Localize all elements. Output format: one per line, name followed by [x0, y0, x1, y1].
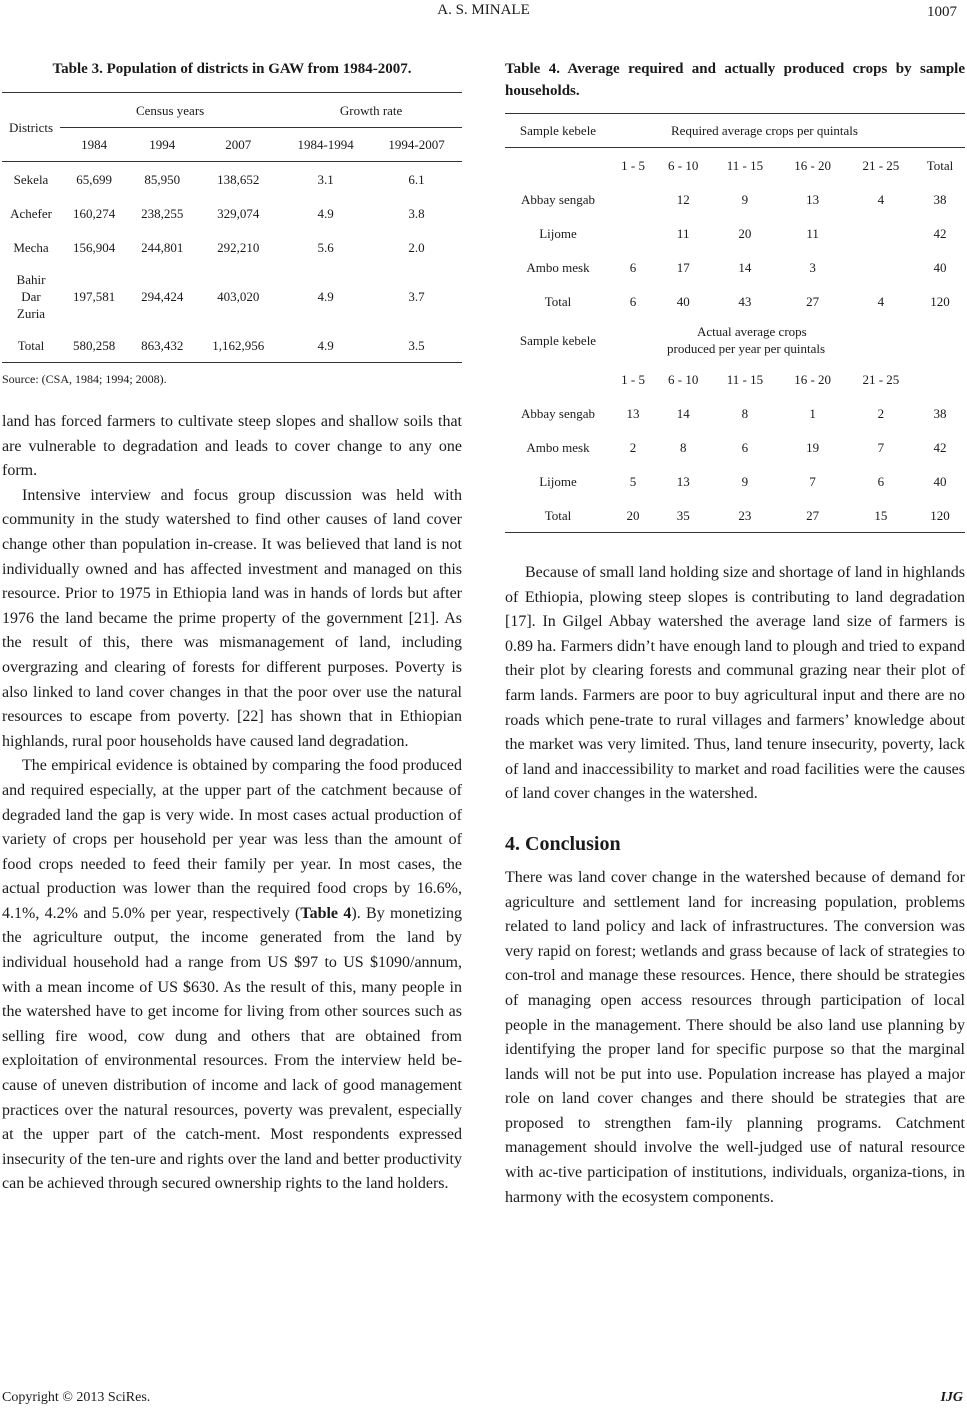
table3-cell: 156,904 [72, 239, 116, 255]
table4-caption: Table 4. Average required and actually produced crops by sample households. [505, 61, 965, 99]
paragraph: Because of small land holding size and shortage of land in highlands of Ethiopia, plowing steep slopes is contributing to land degradation [17]. In Gilgel Abbay watershed the average land size of farmers is 0.89 ha. Farmers didn’t have enough land to plough and tried to expand their plot by clearing forests and communal grazing near their plot of farm lands. Farmers are poor to buy agricultural input and there are no roads which pene-trate to rural villages and farmers’ knowledge about the market was very limited. Thus, land tenure insecurity, poverty, lack of land and inaccessibility to market and road facilities were the causes of land cover changes in the watershed. [505, 564, 965, 803]
table3-cell: Total [17, 337, 45, 353]
table3-districts-header: Districts [2, 93, 60, 162]
table-row [505, 464, 965, 498]
table3-cell: 329,074 [217, 205, 260, 221]
table-row [505, 498, 965, 533]
table3-year-header: 1984 [60, 128, 128, 162]
table4-cell [611, 182, 655, 216]
table4-cell: Total [544, 293, 572, 309]
table4-cell: 35 [676, 507, 690, 523]
table4-total-header: Total [926, 157, 954, 173]
table4-reference-link[interactable]: Table 4 [300, 904, 352, 922]
table4-cell: 5 [629, 473, 637, 489]
paragraph-text: ). By monetizing the agriculture output, the income generated from the land by individual household had a range from US $97 to US $1090/annum, with a mean income of US $630. As the result of this, many people in the watershed have to get income for living from other sources such as selling fire wood, cow dung and others that are obtained from exploitation of environmental resources. From the interview held be-cause of uneven distribution of income and lack of good management practices over the natural resources, poverty was prevalent, especially at the upper part of the catch-ment. Most respondents expressed insecurity of the ten-ure and rights over the land and better productivity can be achieved through secured ownership rights to the land holders. [2, 904, 463, 1193]
table4-cell: 13 [626, 405, 640, 421]
table4-cell: 15 [874, 507, 888, 523]
table3-year-header: 2007 [196, 128, 280, 162]
table3-cell: 2.0 [408, 239, 425, 255]
table4-cell: Abbay sengab [520, 405, 595, 421]
table4-cell: 13 [676, 473, 690, 489]
table3-cell: 863,432 [141, 337, 184, 353]
table4-cell: 7 [877, 439, 885, 455]
table4-cell: 120 [930, 293, 950, 309]
table4-cell: 14 [738, 259, 752, 275]
table4-cell: 13 [806, 191, 820, 207]
table4-cell: Lijome [539, 225, 577, 241]
table4-cell: 40 [933, 259, 947, 275]
table-row [505, 216, 965, 250]
table4-cell: 2 [629, 439, 637, 455]
table4-cell: 6 [877, 473, 885, 489]
table4-cell: 11 [676, 225, 690, 241]
table4-range-header: 11 - 15 [726, 157, 764, 173]
table-row [505, 250, 965, 284]
table4-range-header: 1 - 5 [621, 371, 645, 387]
table-row [2, 230, 462, 264]
table4-cell: 4 [877, 191, 885, 207]
table3-cell: 403,020 [217, 288, 260, 304]
table3-cell: 292,210 [217, 239, 260, 255]
table4-kebele-header: Sample kebele [519, 332, 597, 348]
table4-cell: 38 [933, 191, 947, 207]
table4-cell: 8 [679, 439, 687, 455]
table3-year-header: 1994 [128, 128, 196, 162]
table4-cell: Lijome [539, 473, 577, 489]
table4-cell: 11 [806, 225, 819, 241]
table4-cell: 6 [629, 259, 637, 275]
table3-caption: Table 3. Population of districts in GAW from 1984-2007. [52, 61, 412, 77]
paragraph-text: The empirical evidence is obtained by comparing the food produced and required especially, at the upper part of the catchment because of degraded land the gap is very wide. In most cases actual production of variety of crops per household per year was less than the amount of food crops needed to feed their family per year. In most cases, the actual production was lower than the required food crops by 16.6%, 4.1%, 4.2% and 5.0% per year, respectively ( [2, 757, 462, 922]
table3-cell: 3.8 [408, 205, 425, 221]
table3-cell: Achefer [10, 205, 52, 221]
table4-cell: Total [544, 507, 572, 523]
table4-cell: 20 [626, 507, 640, 523]
table4-cell: 6 [629, 293, 637, 309]
table4-cell: 20 [738, 225, 752, 241]
table3-cell: 3.5 [408, 337, 425, 353]
table3-cell: 580,258 [72, 337, 116, 353]
table4-cell: 14 [676, 405, 690, 421]
table3-source: Source: (CSA, 1984; 1994; 2008). [2, 372, 167, 386]
table3-period-header: 1994-2007 [371, 128, 462, 162]
table4-range-header: 1 - 5 [621, 157, 645, 173]
table3-period-header: 1984-1994 [280, 128, 371, 162]
table4-cell: 40 [676, 293, 690, 309]
table4-cell: 8 [741, 405, 749, 421]
table4-range-header: 16 - 20 [794, 371, 832, 387]
table4-cell: 38 [933, 405, 947, 421]
table4-required-header: Required average crops per quintals [611, 114, 915, 148]
table4-cell: 120 [930, 507, 950, 523]
table4-cell: 3 [809, 259, 816, 275]
table-row [2, 264, 462, 328]
table3-cell: Sekela [13, 171, 49, 187]
table4-range-header: 11 - 15 [726, 371, 764, 387]
section-heading: 4. Conclusion [505, 832, 621, 855]
table3-cell: 3.1 [317, 171, 334, 187]
table3-cell: 4.9 [317, 288, 334, 304]
table3-cell: 4.9 [317, 337, 334, 353]
footer-journal: IJG [940, 1390, 963, 1405]
table4-cell [847, 216, 915, 250]
table4-cell: 27 [806, 507, 820, 523]
table-row [505, 430, 965, 464]
table4-cell: 2 [877, 405, 885, 421]
table-row [505, 284, 965, 318]
table4-cell: 23 [738, 507, 752, 523]
table-row [505, 396, 965, 430]
table3-growth-header: Growth rate [280, 93, 462, 128]
table3-cell: 160,274 [72, 205, 116, 221]
left-column [2, 58, 462, 1197]
table-row [2, 328, 462, 363]
table3-cell: 138,652 [217, 171, 260, 187]
table3-cell: 1,162,956 [212, 337, 265, 353]
paragraph: Intensive interview and focus group discussion was held with community in the study watershed to find other causes of land cover change other than population in-crease. It was believed that land is not individually owned and has affected investment and managed on this resource. Prior to 1975 in Ethiopia land was in hands of lords but after 1976 the land became the prime property of the government [21]. As the result of this, there was mismanagement of land, including overgrazing and clearing of forests for different purposes. Poverty is also linked to land cover changes in that the poor over use the natural resources to escape from poverty. [22] has shown that in Ethiopian highlands, rural poor households have caused land degradation. [2, 486, 462, 750]
table3-cell: Mecha [13, 239, 49, 255]
table4-range-header: 21 - 25 [862, 157, 900, 173]
table3-cell: 85,950 [144, 171, 181, 187]
table4-actual-header-line: Actual average crops [697, 324, 807, 339]
table4-cell: 42 [933, 439, 947, 455]
table3-cell: 3.7 [408, 288, 425, 304]
table4-cell: 9 [741, 473, 749, 489]
paragraph [2, 754, 462, 1197]
table3-cell: 4.9 [317, 205, 334, 221]
table4-cell: 40 [933, 473, 947, 489]
table3-cell: 294,424 [141, 288, 184, 304]
table4-range-header: 6 - 10 [668, 157, 699, 173]
table4-actual-header [611, 318, 915, 362]
table-row [505, 182, 965, 216]
table-row [2, 196, 462, 230]
page-number: 1007 [927, 4, 957, 20]
table3-cell: 6.1 [408, 171, 425, 187]
table4-range-header: 16 - 20 [794, 157, 832, 173]
right-column [505, 58, 965, 1210]
table4-cell: 27 [806, 293, 820, 309]
table3-cell: 5.6 [317, 239, 334, 255]
table4-cell: 7 [809, 473, 816, 489]
footer-copyright: Copyright © 2013 SciRes. [2, 1390, 151, 1405]
table3-cell: Bahir Dar Zuria [16, 271, 46, 321]
table4-cell: 12 [676, 191, 690, 207]
table3-cell: 238,255 [141, 205, 184, 221]
table4-range-header: 21 - 25 [862, 371, 900, 387]
table3-cell: 65,699 [76, 171, 112, 187]
table3-cell: 244,801 [141, 239, 184, 255]
table4-cell: 43 [738, 293, 752, 309]
table4-cell: 1 [809, 405, 816, 421]
table4-cell [611, 216, 655, 250]
table3-cell: 197,581 [72, 288, 116, 304]
table-row [2, 162, 462, 197]
paragraph: There was land cover change in the watershed because of demand for agriculture and settlement land for increasing population, problems related to land policy and lack of infrastructures. The conversion was very rapid on forest; wetlands and grass because of lack of strategies to con-trol and manage these resources. Hence, there should be strategies of managing open access resources through participation of local people in the management. There should be also land use planning by identifying the proper land for specific purpose so that the marginal lands will not be put into use. Population increase has played a major role on land cover changes and there should be strategies that are proposed to strengthen fam-ily planning programs. Catchment management should involve the well-judged use of natural resource with ac-tive participation of institutions, individuals, organiza-tions, in harmony with the ecosystem components. [505, 868, 965, 1206]
table3 [2, 92, 462, 363]
table4-cell: 19 [806, 439, 820, 455]
table4-cell: 42 [933, 225, 947, 241]
table4-cell: 6 [741, 439, 749, 455]
table4-actual-header-line: produced per year per quintals [667, 341, 826, 356]
table4-range-header: 6 - 10 [668, 371, 699, 387]
table4-cell [847, 250, 915, 284]
table4-cell: 17 [676, 259, 690, 275]
table4-kebele-header: Sample kebele [505, 114, 611, 148]
table4-cell: 9 [741, 191, 749, 207]
table4-cell: 4 [877, 293, 885, 309]
table4-cell: Ambo mesk [526, 439, 590, 455]
table4-cell: Abbay sengab [520, 191, 595, 207]
table4-cell: Ambo mesk [526, 259, 590, 275]
table3-census-header: Census years [60, 93, 280, 128]
running-header-author: A. S. MINALE [437, 2, 530, 18]
paragraph: land has forced farmers to cultivate steep slopes and shallow soils that are vulnerable to degradation and leads to cover change to any one form. [2, 413, 462, 480]
table4 [505, 113, 965, 533]
